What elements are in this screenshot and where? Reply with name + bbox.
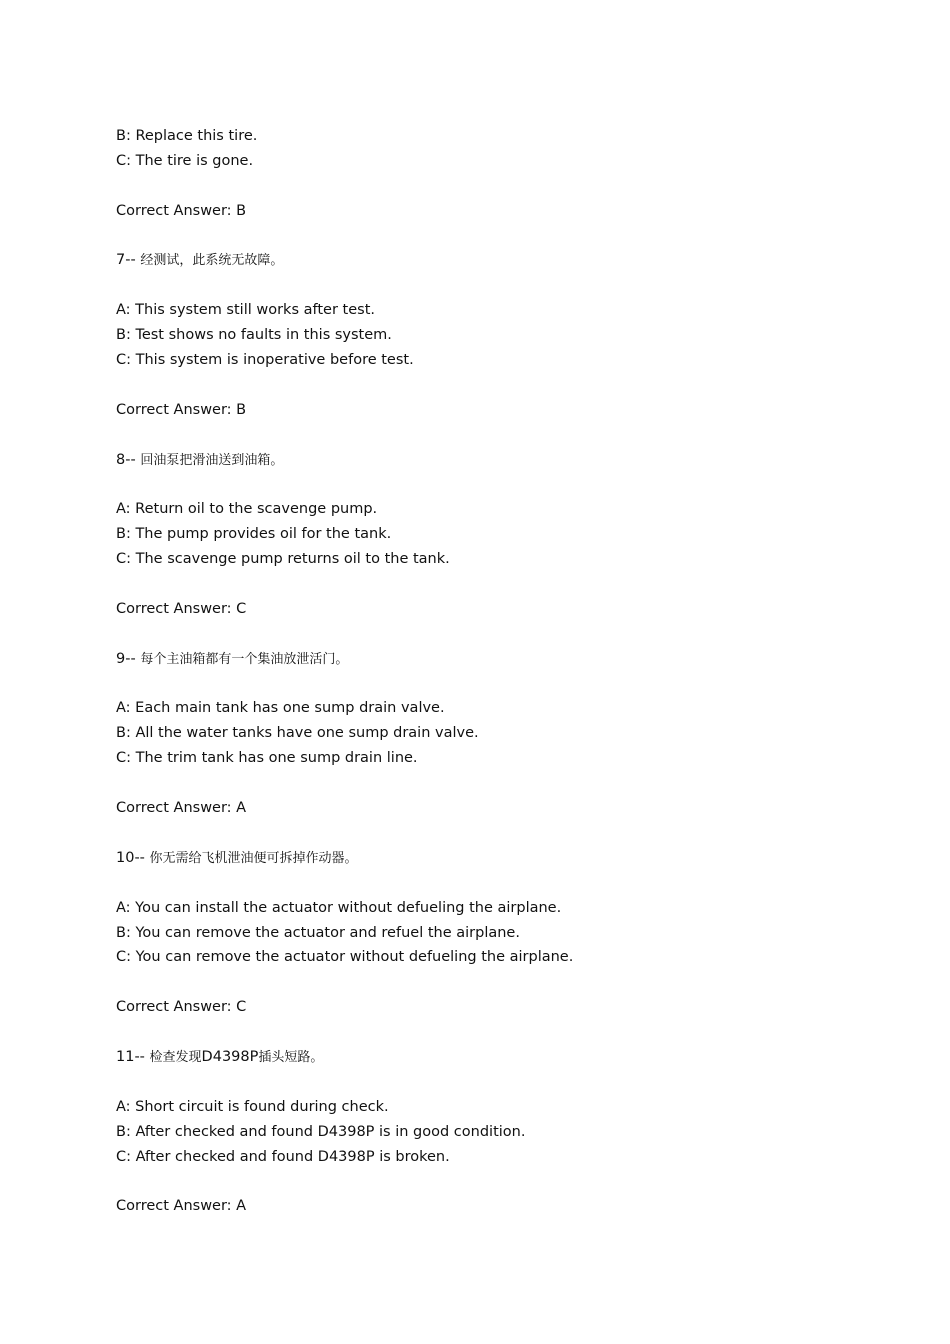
option-c: C: The tire is gone. [116, 152, 254, 169]
correct-answer: Correct Answer: B [116, 202, 247, 219]
option-a: A: You can install the actuator without defueling the airplane. [116, 899, 562, 916]
option-c: C: The trim tank has one sump drain line. [116, 750, 418, 767]
question-chinese-tail: 插头短路。 [258, 1049, 324, 1065]
option-c: C: After checked and found D4398P is broken. [116, 1148, 450, 1165]
option-b: B: Test shows no faults in this system. [116, 327, 392, 344]
spacer [116, 423, 896, 448]
question-heading [116, 448, 896, 473]
question-heading [116, 647, 896, 672]
document-page [116, 124, 896, 1219]
spacer [116, 373, 896, 398]
correct-answer: Correct Answer: C [116, 999, 247, 1016]
question-number: 10-- [116, 849, 145, 866]
question-number: 9-- [116, 650, 136, 667]
question-heading [116, 248, 896, 273]
spacer [116, 224, 896, 249]
correct-answer: Correct Answer: A [116, 800, 247, 817]
connector-code: D4398P [201, 1048, 259, 1065]
question-chinese: 你无需给飞机泄油便可拆掉作动器。 [149, 850, 358, 866]
correct-answer: Correct Answer: A [116, 1198, 247, 1215]
option-a: A: Each main tank has one sump drain valve. [116, 700, 445, 717]
spacer [116, 771, 896, 796]
option-c: C: This system is inoperative before test. [116, 352, 414, 369]
spacer [116, 970, 896, 995]
option-a: A: Return oil to the scavenge pump. [116, 501, 378, 518]
option-b: B: You can remove the actuator and refuel the airplane. [116, 924, 520, 941]
correct-answer: Correct Answer: C [116, 600, 247, 617]
spacer [116, 472, 896, 497]
question-heading [116, 1045, 896, 1070]
question-chinese: 经测试，此系统无故障。 [140, 253, 284, 269]
option-b: B: Replace this tire. [116, 128, 258, 144]
option-b: B: All the water tanks have one sump drain valve. [116, 725, 479, 742]
question-number: 11-- [116, 1048, 145, 1065]
option-a: A: Short circuit is found during check. [116, 1098, 389, 1115]
option-b: B: The pump provides oil for the tank. [116, 526, 392, 543]
question-chinese: 回油泵把滑油送到油箱。 [140, 452, 284, 468]
question-chinese: 每个主油箱都有一个集油放泄活门。 [140, 651, 349, 667]
correct-answer: Correct Answer: B [116, 401, 247, 418]
option-c: C: You can remove the actuator without defueling the airplane. [116, 949, 574, 966]
spacer [116, 871, 896, 896]
spacer [116, 273, 896, 298]
question-chinese: 检查发现 [149, 1049, 202, 1065]
spacer [116, 672, 896, 697]
spacer [116, 622, 896, 647]
question-number: 8-- [116, 451, 136, 468]
spacer [116, 1020, 896, 1045]
spacer [116, 821, 896, 846]
question-heading [116, 846, 896, 871]
question-number: 7-- [116, 252, 136, 269]
spacer [116, 174, 896, 199]
spacer [116, 1070, 896, 1095]
option-b: B: After checked and found D4398P is in good condition. [116, 1123, 526, 1140]
option-a: A: This system still works after test. [116, 302, 375, 319]
option-c: C: The scavenge pump returns oil to the tank. [116, 551, 450, 568]
spacer [116, 572, 896, 597]
spacer [116, 1169, 896, 1194]
